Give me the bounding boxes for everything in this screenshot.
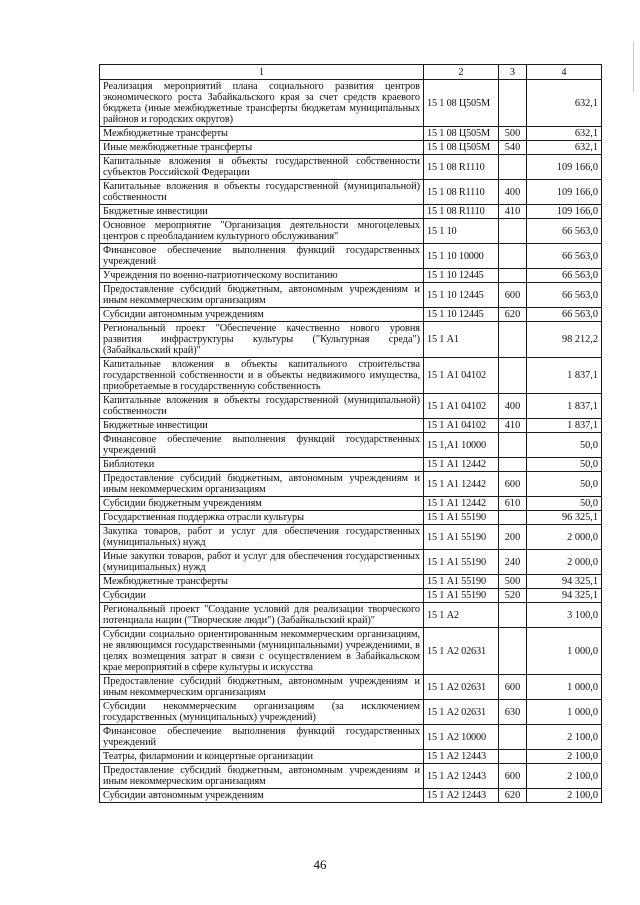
target-code-cell: 15 1 А1 55190 <box>424 589 499 603</box>
amount-cell: 3 100,0 <box>527 603 602 628</box>
expense-type-cell: 620 <box>499 789 527 803</box>
target-code-cell: 15 1 А1 55190 <box>424 525 499 550</box>
expense-name-cell: Иные межбюджетные трансферты <box>100 141 424 155</box>
table-row <box>100 628 602 675</box>
expense-name-cell: Бюджетные инвестиции <box>100 205 424 219</box>
target-code-cell: 15 1 08 Ц505М <box>424 127 499 141</box>
expense-type-cell: 500 <box>499 127 527 141</box>
target-code-cell: 15 1 А2 10000 <box>424 725 499 750</box>
table-row <box>100 433 602 458</box>
amount-cell: 50,0 <box>527 472 602 497</box>
expense-type-cell <box>499 155 527 180</box>
amount-cell: 632,1 <box>527 127 602 141</box>
expense-name-cell: Основное мероприятие "Организация деятельности многоцелевых центров с преобладанием культурного обслуживания" <box>100 219 424 244</box>
amount-cell: 1 000,0 <box>527 628 602 675</box>
target-code-cell: 15 1 А1 <box>424 322 499 358</box>
expense-name-cell: Межбюджетные трансферты <box>100 575 424 589</box>
target-code-cell: 15 1 А2 02631 <box>424 628 499 675</box>
page-number: 46 <box>313 857 327 872</box>
table-row <box>100 394 602 419</box>
target-code-cell: 15 1,А1 10000 <box>424 433 499 458</box>
expense-type-cell <box>499 433 527 458</box>
budget-table <box>99 64 602 803</box>
amount-cell: 109 166,0 <box>527 180 602 205</box>
target-code-cell: 15 1 А2 12443 <box>424 789 499 803</box>
table-row <box>100 458 602 472</box>
amount-cell: 2 100,0 <box>527 789 602 803</box>
table-row <box>100 244 602 269</box>
expense-type-cell: 400 <box>499 394 527 419</box>
expense-name-cell: Региональный проект "Создание условий для реализации творческого потенциала нации ("Творческие люди") (Забайкальский край)" <box>100 603 424 628</box>
expense-name-cell: Капитальные вложения в объекты государственной (муниципальной) собственности <box>100 180 424 205</box>
amount-cell: 2 000,0 <box>527 525 602 550</box>
expense-name-cell: Капитальные вложения в объекты государственной собственности субъектов Российской Федерации <box>100 155 424 180</box>
expense-name-cell: Субсидии <box>100 589 424 603</box>
amount-cell: 96 325,1 <box>527 511 602 525</box>
table-row <box>100 764 602 789</box>
target-code-cell: 15 1 08 Ц505М <box>424 141 499 155</box>
expense-name-cell: Субсидии бюджетным учреждениям <box>100 497 424 511</box>
expense-type-cell <box>499 511 527 525</box>
table-row <box>100 497 602 511</box>
expense-name-cell: Региональный проект "Обеспечение качественно нового уровня развития инфраструктуры культуры ("Культурная среда") (Забайкальский край)" <box>100 322 424 358</box>
expense-type-cell <box>499 219 527 244</box>
table-row <box>100 283 602 308</box>
amount-cell: 632,1 <box>527 80 602 127</box>
expense-type-cell: 240 <box>499 550 527 575</box>
target-code-cell: 15 1 А1 55190 <box>424 575 499 589</box>
amount-cell: 50,0 <box>527 497 602 511</box>
amount-cell: 1 837,1 <box>527 394 602 419</box>
expense-type-cell <box>499 322 527 358</box>
amount-cell: 66 563,0 <box>527 219 602 244</box>
table-row <box>100 322 602 358</box>
expense-type-cell <box>499 244 527 269</box>
expense-type-cell <box>499 628 527 675</box>
table-row <box>100 750 602 764</box>
amount-cell: 1 000,0 <box>527 700 602 725</box>
table-row <box>100 308 602 322</box>
expense-type-cell: 600 <box>499 283 527 308</box>
target-code-cell: 15 1 А1 12442 <box>424 472 499 497</box>
table-row <box>100 155 602 180</box>
amount-cell: 94 325,1 <box>527 575 602 589</box>
target-code-cell: 15 1 10 12445 <box>424 283 499 308</box>
table-row <box>100 472 602 497</box>
target-code-cell: 15 1 А2 12443 <box>424 750 499 764</box>
table-row <box>100 700 602 725</box>
expense-type-cell <box>499 269 527 283</box>
amount-cell: 109 166,0 <box>527 205 602 219</box>
expense-type-cell <box>499 458 527 472</box>
expense-type-cell <box>499 80 527 127</box>
header-col-4: 4 <box>527 65 602 80</box>
expense-name-cell: Иные закупки товаров, работ и услуг для обеспечения государственных (муниципальных) нужд <box>100 550 424 575</box>
expense-type-cell <box>499 750 527 764</box>
expense-name-cell: Театры, филармонии и концертные организации <box>100 750 424 764</box>
expense-type-cell: 600 <box>499 472 527 497</box>
target-code-cell: 15 1 08 R1110 <box>424 205 499 219</box>
amount-cell: 50,0 <box>527 433 602 458</box>
expense-type-cell: 520 <box>499 589 527 603</box>
target-code-cell: 15 1 10 12445 <box>424 308 499 322</box>
amount-cell: 1 000,0 <box>527 675 602 700</box>
expense-name-cell: Реализация мероприятий плана социального развития центров экономического роста Забайкальского края за счет средств краевого бюджета (иные межбюджетные трансферты бюджетам муниципальных районов и городских округов) <box>100 80 424 127</box>
table-row <box>100 80 602 127</box>
table-row <box>100 725 602 750</box>
table-header-row <box>100 65 602 80</box>
target-code-cell: 15 1 А1 04102 <box>424 358 499 394</box>
table-row <box>100 180 602 205</box>
target-code-cell: 15 1 08 Ц505М <box>424 80 499 127</box>
expense-name-cell: Межбюджетные трансферты <box>100 127 424 141</box>
table-row <box>100 141 602 155</box>
scan-edge-mark <box>633 42 634 92</box>
table-row <box>100 511 602 525</box>
target-code-cell: 15 1 А2 02631 <box>424 675 499 700</box>
expense-type-cell: 600 <box>499 675 527 700</box>
amount-cell: 50,0 <box>527 458 602 472</box>
expense-type-cell: 600 <box>499 764 527 789</box>
target-code-cell: 15 1 А1 12442 <box>424 458 499 472</box>
table-row <box>100 419 602 433</box>
expense-name-cell: Финансовое обеспечение выполнения функций государственных учреждений <box>100 244 424 269</box>
expense-name-cell: Капитальные вложения в объекты капитального строительства государственной собственности и в объекты недвижимого имущества, приобретаемые в государственную собственность <box>100 358 424 394</box>
expense-type-cell: 540 <box>499 141 527 155</box>
expense-name-cell: Предоставление субсидий бюджетным, автономным учреждениям и иным некоммерческим организациям <box>100 675 424 700</box>
table-row <box>100 205 602 219</box>
expense-name-cell: Учреждения по военно-патриотическому воспитанию <box>100 269 424 283</box>
expense-name-cell: Государственная поддержка отрасли культуры <box>100 511 424 525</box>
table-row <box>100 269 602 283</box>
expense-name-cell: Финансовое обеспечение выполнения функций государственных учреждений <box>100 433 424 458</box>
amount-cell: 66 563,0 <box>527 308 602 322</box>
amount-cell: 632,1 <box>527 141 602 155</box>
table-row <box>100 575 602 589</box>
expense-type-cell: 500 <box>499 575 527 589</box>
target-code-cell: 15 1 А1 55190 <box>424 550 499 575</box>
header-col-1: 1 <box>100 65 424 80</box>
target-code-cell: 15 1 10 10000 <box>424 244 499 269</box>
target-code-cell: 15 1 10 12445 <box>424 269 499 283</box>
target-code-cell: 15 1 10 <box>424 219 499 244</box>
table-row <box>100 789 602 803</box>
expense-name-cell: Предоставление субсидий бюджетным, автономным учреждениям и иным некоммерческим организациям <box>100 283 424 308</box>
amount-cell: 109 166,0 <box>527 155 602 180</box>
expense-name-cell: Бюджетные инвестиции <box>100 419 424 433</box>
expense-type-cell: 400 <box>499 180 527 205</box>
expense-name-cell: Субсидии автономным учреждениям <box>100 789 424 803</box>
header-col-3: 3 <box>499 65 527 80</box>
expense-name-cell: Предоставление субсидий бюджетным, автономным учреждениям и иным некоммерческим организациям <box>100 472 424 497</box>
target-code-cell: 15 1 А2 02631 <box>424 700 499 725</box>
expense-name-cell: Субсидии автономным учреждениям <box>100 308 424 322</box>
expense-type-cell: 200 <box>499 525 527 550</box>
expense-type-cell <box>499 358 527 394</box>
amount-cell: 2 100,0 <box>527 725 602 750</box>
table-row <box>100 358 602 394</box>
table-row <box>100 603 602 628</box>
expense-type-cell: 620 <box>499 308 527 322</box>
header-col-2: 2 <box>424 65 499 80</box>
table-row <box>100 219 602 244</box>
table-body <box>100 80 602 803</box>
expense-name-cell: Субсидии социально ориентированным некоммерческим организациям, не являющимся государственными (муниципальными) учреждениями, в целях возмещения затрат в связи с осуществлением в Забайкальском крае мероприятий в сфере культуры и искусства <box>100 628 424 675</box>
target-code-cell: 15 1 08 R1110 <box>424 155 499 180</box>
expense-type-cell: 630 <box>499 700 527 725</box>
target-code-cell: 15 1 08 R1110 <box>424 180 499 205</box>
target-code-cell: 15 1 А1 04102 <box>424 394 499 419</box>
amount-cell: 1 837,1 <box>527 419 602 433</box>
amount-cell: 94 325,1 <box>527 589 602 603</box>
amount-cell: 66 563,0 <box>527 244 602 269</box>
table-row <box>100 589 602 603</box>
table-row <box>100 127 602 141</box>
expense-name-cell: Закупка товаров, работ и услуг для обеспечения государственных (муниципальных) нужд <box>100 525 424 550</box>
target-code-cell: 15 1 А2 <box>424 603 499 628</box>
expense-type-cell: 410 <box>499 419 527 433</box>
amount-cell: 2 000,0 <box>527 550 602 575</box>
expense-name-cell: Финансовое обеспечение выполнения функций государственных учреждений <box>100 725 424 750</box>
expense-name-cell: Капитальные вложения в объекты государственной (муниципальной) собственности <box>100 394 424 419</box>
target-code-cell: 15 1 А1 04102 <box>424 419 499 433</box>
expense-type-cell: 410 <box>499 205 527 219</box>
target-code-cell: 15 1 А1 55190 <box>424 511 499 525</box>
target-code-cell: 15 1 А2 12443 <box>424 764 499 789</box>
amount-cell: 2 100,0 <box>527 764 602 789</box>
expense-name-cell: Предоставление субсидий бюджетным, автономным учреждениям и иным некоммерческим организациям <box>100 764 424 789</box>
target-code-cell: 15 1 А1 12442 <box>424 497 499 511</box>
table-row <box>100 550 602 575</box>
table-row <box>100 525 602 550</box>
expense-name-cell: Библиотеки <box>100 458 424 472</box>
expense-type-cell: 610 <box>499 497 527 511</box>
amount-cell: 98 212,2 <box>527 322 602 358</box>
expense-type-cell <box>499 725 527 750</box>
table-row <box>100 675 602 700</box>
amount-cell: 66 563,0 <box>527 269 602 283</box>
expense-type-cell <box>499 603 527 628</box>
expense-name-cell: Субсидии некоммерческим организациям (за исключением государственных (муниципальных) учреждений) <box>100 700 424 725</box>
amount-cell: 2 100,0 <box>527 750 602 764</box>
amount-cell: 1 837,1 <box>527 358 602 394</box>
amount-cell: 66 563,0 <box>527 283 602 308</box>
